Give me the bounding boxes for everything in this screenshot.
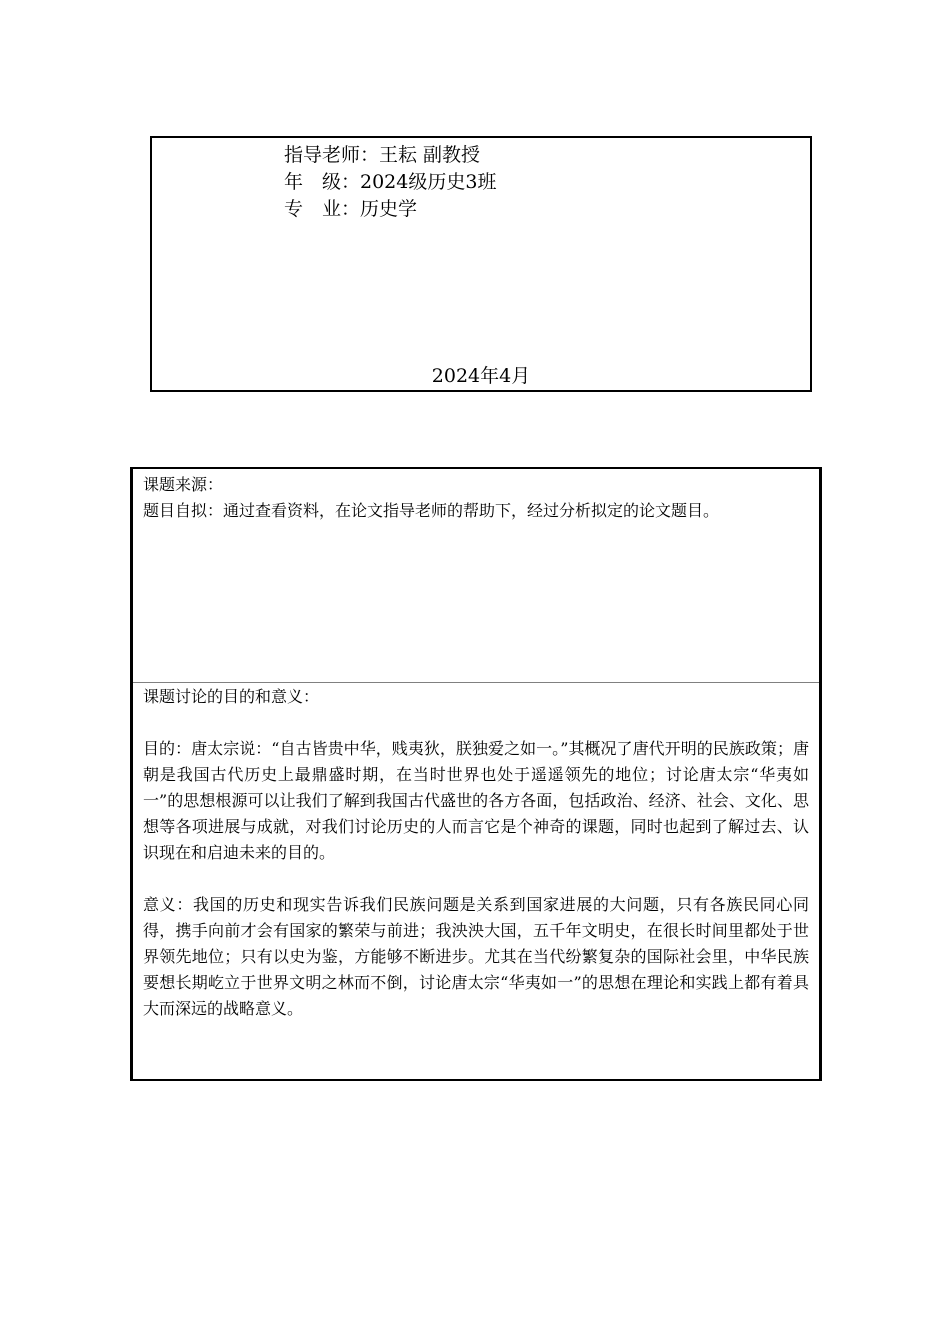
grade-line: 年 级：2024级历史3班 [284,171,497,193]
paragraph-gap [143,866,809,892]
purpose-heading: 课题讨论的目的和意义： [143,687,320,706]
cover-info-box [150,136,812,392]
purpose-significance-cell [133,681,819,1079]
topic-source-text: 题目自拟：通过查看资料，在论文指导老师的帮助下，经过分析拟定的论文题目。 [143,501,720,520]
significance-paragraph: 意义：我国的历史和现实告诉我们民族问题是关系到国家进展的大问题，只有各族民同心同得，携手向前才会有国家的繁荣与前进；我泱泱大国，五千年文明史，在很长时间里都处于世界领先地位；只有以史为鉴，方能够不断进步。尤其在当代纷繁复杂的国际社会里，中华民族要想长期屹立于世界文明之林而不倒，讨论唐太宗“华夷如一”的思想在理论和实践上都有着具大而深远的战略意义。 [143,895,809,1018]
topic-source-cell [133,469,819,683]
topic-source-heading: 课题来源： [143,475,224,494]
paragraph-gap [143,710,809,736]
major-line: 专 业：历史学 [284,198,418,220]
cover-info-lines [284,142,496,223]
report-table [130,467,822,1081]
goal-paragraph: 目的：唐太宗说：“自古皆贵中华，贱夷狄，朕独爱之如一。”其概况了唐代开明的民族政策；唐朝是我国古代历史上最鼎盛时期，在当时世界也处于遥遥领先的地位；讨论唐太宗“华夷如一”的思想根源可以让我们了解到我国古代盛世的各方各面，包括政治、经济、社会、文化、思想等各项进展与成就，对我们讨论历史的人而言它是个神奇的课题，同时也起到了解过去、认识现在和启迪未来的目的。 [143,739,809,862]
cover-date: 2024年4月 [431,365,531,387]
advisor-line: 指导老师：王耘 副教授 [284,144,481,166]
